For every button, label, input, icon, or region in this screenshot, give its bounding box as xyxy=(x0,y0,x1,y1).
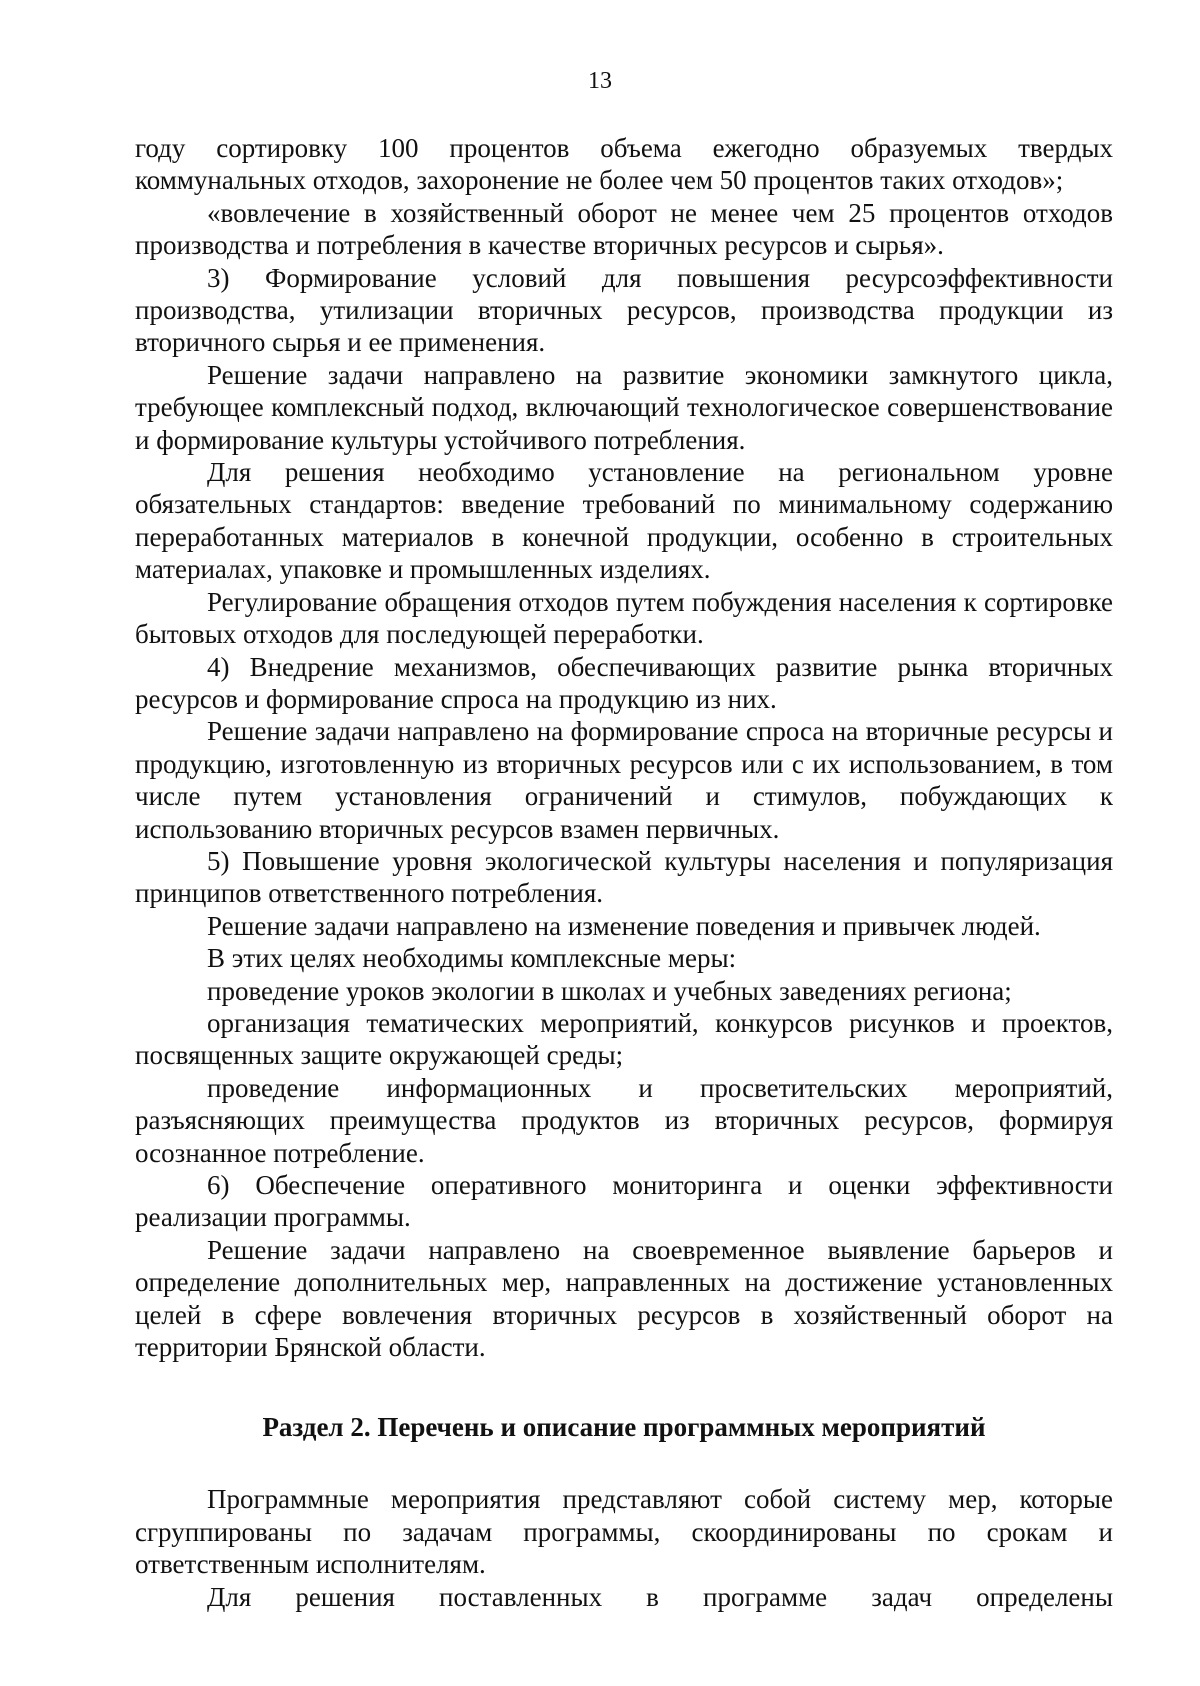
paragraph-task-4: 4) Внедрение механизмов, обеспечивающих развитие рынка вторичных ресурсов и формирование спроса на продукцию из них. xyxy=(135,651,1113,714)
paragraph: Программные мероприятия представляют собой систему мер, которые сгруппированы по задачам программы, скоординированы по срокам и ответственным исполнителям. xyxy=(135,1484,1113,1580)
document-body xyxy=(135,132,1113,1613)
list-item-measure: проведение уроков экологии в школах и учебных заведениях региона; xyxy=(207,975,1012,1006)
paragraph-continues: Для решения поставленных в программе задач определены xyxy=(207,1581,1113,1612)
paragraph: Решение задачи направлено на своевременное выявление барьеров и определение дополнительных мер, направленных на достижение установленных целей в сфере вовлечения вторичных ресурсов в хозяйственный оборот на территории Брянской области. xyxy=(135,1234,1113,1363)
paragraph-task-3: 3) Формирование условий для повышения ресурсоэффективности производства, утилизации вторичных ресурсов, производства продукции из вторичного сырья и ее применения. xyxy=(135,262,1113,358)
section-heading: Раздел 2. Перечень и описание программных мероприятий xyxy=(262,1412,986,1443)
paragraph-continuation: году сортировку 100 процентов объема ежегодно образуемых твердых коммунальных отходов, захоронение не более чем 50 процентов таких отходов»; xyxy=(135,133,1113,196)
paragraph-quote-target: «вовлечение в хозяйственный оборот не менее чем 25 процентов отходов производства и потребления в качестве вторичных ресурсов и сырья». xyxy=(135,197,1113,261)
paragraph-task-5: 5) Повышение уровня экологической культуры населения и популяризация принципов ответственного потребления. xyxy=(135,845,1113,909)
list-item-measure: проведение информационных и просветительских мероприятий, разъясняющих преимущества продуктов из вторичных ресурсов, формируя осознанное потребление. xyxy=(135,1072,1113,1168)
list-item-measure: организация тематических мероприятий, конкурсов рисунков и проектов, посвященных защите окружающей среды; xyxy=(135,1007,1113,1071)
paragraph: Для решения необходимо установление на региональном уровне обязательных стандартов: введение требований по минимальному содержанию переработанных материалов в конечной продукции, особенно в строительных материалах, упаковке и промышленных изделиях. xyxy=(135,457,1113,585)
paragraph-task-6: 6) Обеспечение оперативного мониторинга и оценки эффективности реализации программы. xyxy=(135,1170,1113,1233)
page-number: 13 xyxy=(588,68,612,94)
paragraph: В этих целях необходимы комплексные меры: xyxy=(207,943,737,974)
paragraph: Решение задачи направлено на изменение поведения и привычек людей. xyxy=(207,910,1041,941)
paragraph: Решение задачи направлено на развитие экономики замкнутого цикла, требующее комплексный подход, включающий технологическое совершенствование и формирование культуры устойчивого потребления. xyxy=(135,359,1113,455)
paragraph: Решение задачи направлено на формирование спроса на вторичные ресурсы и продукцию, изготовленную из вторичных ресурсов или с их использованием, в том числе путем установления ограничений и стимулов, побуждающих к использованию вторичных ресурсов взамен первичных. xyxy=(135,716,1113,844)
paragraph: Регулирование обращения отходов путем побуждения населения к сортировке бытовых отходов для последующей переработки. xyxy=(135,586,1113,650)
